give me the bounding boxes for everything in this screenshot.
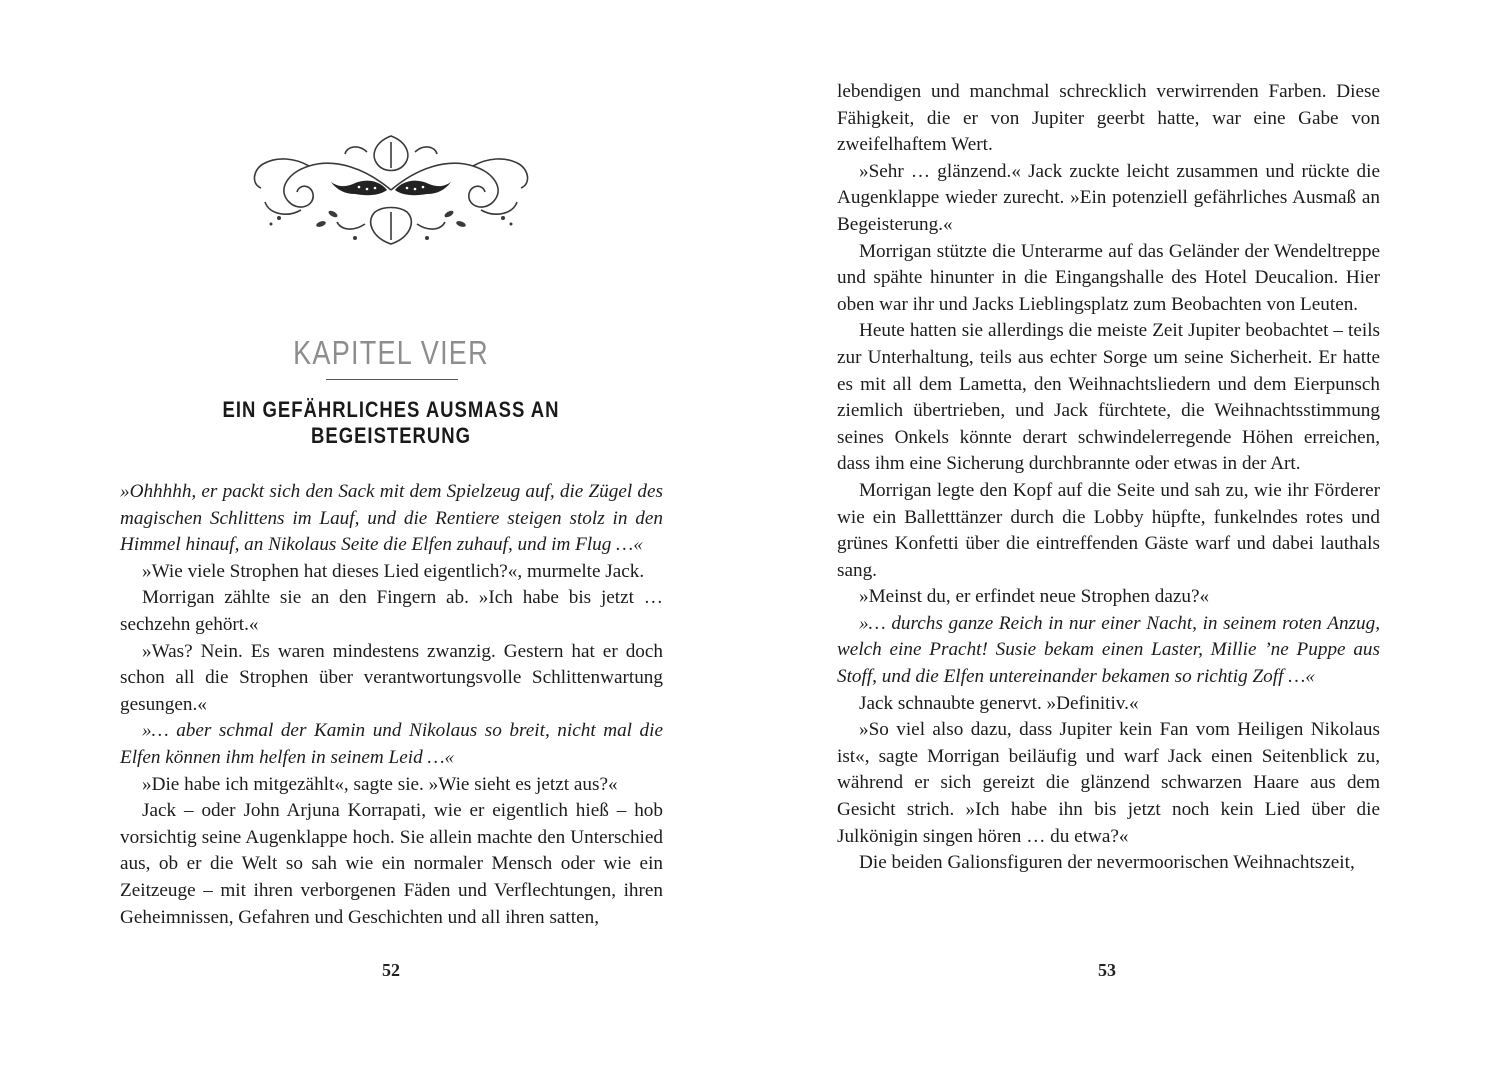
left-body-text (120, 479, 663, 931)
chapter-divider (326, 379, 458, 380)
page-number-right: 53 (1098, 960, 1116, 980)
paragraph: Die beiden Galionsfiguren der nevermoorischen Weihnachtszeit, (859, 852, 1355, 874)
paragraph: lebendigen und manchmal schrecklich verwirrenden Farben. Diese Fähigkeit, die er von Jupiter geerbt hatte, war eine Gabe von zweifelhaftem Wert. (837, 81, 1380, 156)
paragraph: »… aber schmal der Kamin und Nikolaus so breit, nicht mal die Elfen können ihm helfen in seinem Leid …« (120, 720, 663, 768)
paragraph: »Was? Nein. Es waren mindestens zwanzig. Gestern hat er doch schon all die Strophen über verantwortungsvolle Schlittenwartung gesungen.« (120, 640, 663, 715)
paragraph: Morrigan stützte die Unterarme auf das Geländer der Wendeltreppe und spähte hinunter in die Eingangshalle des Hotel Deucalion. Hier oben war ihr und Jacks Lieblingsplatz zum Beobachten von Leuten. (837, 240, 1380, 315)
page-number-left: 52 (382, 960, 400, 980)
paragraph: Heute hatten sie allerdings die meiste Zeit Jupiter beobachtet – teils zur Unterhaltung, teils aus echter Sorge um seine Sicherheit. Er hatte es mit all dem Lametta, den Weihnachtsliedern und dem Eierpunsch ziemlich übertrieben, und Jack fürchtete, die Weihnachtsstimmung seines Onkels könnte derart schwindelerregende Höhen erreichen, dass ihm eine Sicherung durchbrannte oder etwas in der Art. (837, 320, 1380, 475)
paragraph: »Wie viele Strophen hat dieses Lied eigentlich?«, murmelte Jack. (142, 560, 645, 582)
paragraph: »So viel also dazu, dass Jupiter kein Fan vom Heiligen Nikolaus ist«, sagte Morrigan beiläufig und warf Jack einen Seitenblick zu, während er sich gereizt die glänzend schwarzen Haare aus dem Gesicht strich. »Ich habe ihn bis jetzt noch kein Lied über die Julkönigin singen hören … du etwa?« (837, 719, 1380, 847)
paragraph: »Ohhhhh, er packt sich den Sack mit dem Spielzeug auf, die Zügel des magischen Schlittens im Lauf, und die Rentiere steigen stolz in den Himmel hinauf, an Nikolaus Seite die Elfen zuhauf, und im Flug …« (120, 481, 663, 556)
paragraph: »Meinst du, er erfindet neue Strophen dazu?« (859, 586, 1210, 608)
paragraph: Jack schnaubte genervt. »Definitiv.« (859, 692, 1139, 714)
chapter-title: EIN GEFÄHRLICHES AUSMASS AN BEGEISTERUNG (222, 397, 560, 448)
paragraph: Morrigan legte den Kopf auf die Seite und sah zu, wie ihr Förderer wie ein Balletttänzer durch die Lobby hüpfte, funkelndes rotes und grünes Konfetti über die eintreffenden Gäste warf und dabei lauthals sang. (837, 479, 1380, 581)
chapter-label: KAPITEL VIER (293, 334, 489, 371)
paragraph: »Die habe ich mitgezählt«, sagte sie. »Wie sieht es jetzt aus?« (142, 773, 618, 795)
chapter-ornament-icon (247, 128, 535, 250)
right-page (750, 0, 1500, 1086)
paragraph: Jack – oder John Arjuna Korrapati, wie er eigentlich hieß – hob vorsichtig seine Augenklappe hoch. Sie allein machte den Unterschied aus, ob er die Welt so sah wie ein normaler Mensch oder wie ein Zeitzeuge – mit ihren verborgenen Fäden und Verflechtungen, ihren Geheimnissen, Gefahren und Geschichten und all ihren satten, (120, 800, 663, 928)
right-body-text (837, 79, 1380, 877)
paragraph: Morrigan zählte sie an den Fingern ab. »Ich habe bis jetzt … sechzehn gehört.« (120, 587, 663, 635)
paragraph: »Sehr … glänzend.« Jack zuckte leicht zusammen und rückte die Augenklappe wieder zurecht. »Ein potenziell gefährliches Ausmaß an Begeisterung.« (837, 160, 1380, 235)
paragraph: »… durchs ganze Reich in nur einer Nacht, in seinem roten Anzug, welch eine Pracht! Susie bekam einen Laster, Millie ’ne Puppe aus Stoff, und die Elfen untereinander bekamen so richtig Zoff …« (837, 612, 1380, 688)
